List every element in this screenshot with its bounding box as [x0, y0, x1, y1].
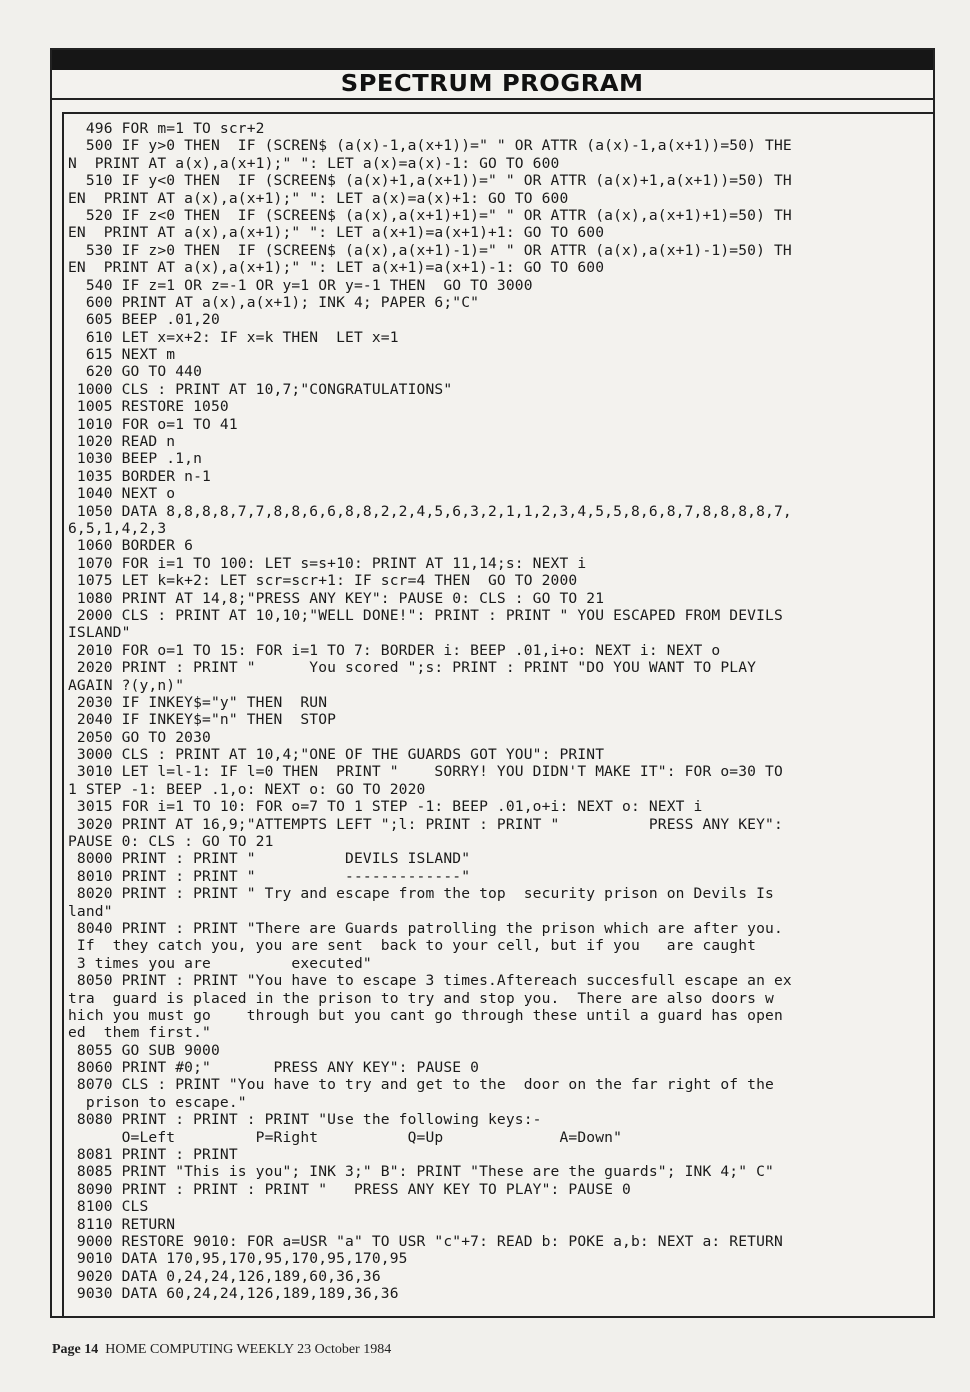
listing-line: 9020 DATA 0,24,24,126,189,60,36,36 — [68, 1267, 381, 1285]
listing-line: 1 STEP -1: BEEP .1,o: NEXT o: GO TO 2020 — [68, 780, 426, 798]
listing-line: 3000 CLS : PRINT AT 10,4;"ONE OF THE GUARDS GOT YOU": PRINT — [68, 746, 605, 764]
listing-line: 8085 PRINT "This is you"; INK 3;" B": PRINT "These are the guards"; INK 4;" C" — [68, 1163, 774, 1181]
listing-line: 8060 PRINT #0;" PRESS ANY KEY": PAUSE 0 — [68, 1059, 480, 1077]
listing-line: 9010 DATA 170,95,170,95,170,95,170,95 — [68, 1250, 408, 1268]
page-footer — [52, 1342, 391, 1358]
listing-line: 3 times you are executed" — [68, 954, 372, 972]
listing-box — [62, 112, 933, 1316]
listing-line: 1020 READ n — [68, 433, 176, 451]
listing-line: 1010 FOR o=1 TO 41 — [68, 415, 238, 433]
listing-line: land" — [68, 902, 113, 920]
listing-line: 1030 BEEP .1,n — [68, 450, 203, 468]
listing-line: 1000 CLS : PRINT AT 10,7;"CONGRATULATIONS" — [68, 380, 453, 398]
listing-line: 8010 PRINT : PRINT " -------------" — [68, 867, 471, 885]
listing-line: 2020 PRINT : PRINT " You scored ";s: PRINT : PRINT "DO YOU WANT TO PLAY — [68, 659, 757, 677]
listing-line: 600 PRINT AT a(x),a(x+1); INK 4; PAPER 6;"C" — [68, 293, 480, 311]
listing-line: 8081 PRINT : PRINT — [68, 1146, 238, 1164]
listing-line: 520 IF z<0 THEN IF (SCREEN$ (a(x),a(x+1)+1)=" " OR ATTR (a(x),a(x+1)+1)=50) TH — [68, 206, 792, 224]
section-title: SPECTRUM PROGRAM — [341, 71, 644, 97]
listing-line: 1050 DATA 8,8,8,8,7,7,8,8,6,6,8,8,2,2,4,5,6,3,2,1,1,2,3,4,5,5,8,6,8,7,8,8,8,8,7, — [68, 502, 792, 520]
listing-line: O=Left P=Right Q=Up A=Down" — [68, 1128, 623, 1146]
listing-line: 8040 PRINT : PRINT "There are Guards patrolling the prison which are after you. — [68, 919, 783, 937]
listing-line: 1080 PRINT AT 14,8;"PRESS ANY KEY": PAUSE 0: CLS : GO TO 21 — [68, 589, 605, 607]
listing-line: N PRINT AT a(x),a(x+1);" ": LET a(x)=a(x)-1: GO TO 600 — [68, 154, 560, 172]
listing-line: 496 FOR m=1 TO scr+2 — [68, 120, 265, 137]
listing-line: 8110 RETURN — [68, 1215, 176, 1233]
listing-line: 8020 PRINT : PRINT " Try and escape from the top security prison on Devils Is — [68, 885, 774, 903]
listing-line: 9000 RESTORE 9010: FOR a=USR "a" TO USR "c"+7: READ b: POKE a,b: NEXT a: RETURN — [68, 1233, 783, 1250]
listing-line: ISLAND" — [68, 624, 131, 642]
listing-line: 1070 FOR i=1 TO 100: LET s=s+10: PRINT AT 11,14;s: NEXT i — [68, 554, 587, 572]
listing-line: EN PRINT AT a(x),a(x+1);" ": LET a(x)=a(x)+1: GO TO 600 — [68, 189, 569, 207]
listing-line: EN PRINT AT a(x),a(x+1);" ": LET a(x+1)=a(x+1)+1: GO TO 600 — [68, 224, 605, 242]
listing-line: 1005 RESTORE 1050 — [68, 398, 229, 416]
listing-line: 610 LET x=x+2: IF x=k THEN LET x=1 — [68, 328, 399, 346]
listing-line: 3010 LET l=l-1: IF l=0 THEN PRINT " SORRY! YOU DIDN'T MAKE IT": FOR o=30 TO — [68, 763, 783, 781]
section-header — [52, 70, 933, 100]
listing-line: 2050 GO TO 2030 — [68, 728, 211, 746]
listing-line: 3020 PRINT AT 16,9;"ATTEMPTS LEFT ";l: PRINT : PRINT " PRESS ANY KEY": — [68, 815, 783, 833]
page-number: Page 14 — [52, 1342, 99, 1357]
listing-line: 1040 NEXT o — [68, 485, 176, 503]
listing-line: ed them first." — [68, 1024, 211, 1042]
header-black-bar — [52, 50, 933, 70]
listing-line: 620 GO TO 440 — [68, 363, 203, 381]
listing-line: 510 IF y<0 THEN IF (SCREEN$ (a(x)+1,a(x+1))=" " OR ATTR (a(x)+1,a(x+1))=50) TH — [68, 172, 792, 190]
listing-line: 8000 PRINT : PRINT " DEVILS ISLAND" — [68, 850, 471, 868]
listing-line: 8100 CLS — [68, 1198, 149, 1216]
listing-line: 2000 CLS : PRINT AT 10,10;"WELL DONE!": PRINT : PRINT " YOU ESCAPED FROM DEVILS — [68, 606, 783, 624]
listing-line: prison to escape." — [68, 1093, 247, 1111]
publication-line: HOME COMPUTING WEEKLY 23 October 1984 — [105, 1342, 392, 1357]
listing-line: tra guard is placed in the prison to try and stop you. There are also doors w — [68, 989, 774, 1007]
listing-line: EN PRINT AT a(x),a(x+1);" ": LET a(x+1)=a(x+1)-1: GO TO 600 — [68, 259, 605, 277]
listing-line: 2040 IF INKEY$="n" THEN STOP — [68, 711, 337, 729]
listing-line: 8090 PRINT : PRINT : PRINT " PRESS ANY KEY TO PLAY": PAUSE 0 — [68, 1180, 631, 1198]
listing-line: 615 NEXT m — [68, 346, 176, 364]
listing-line: 8050 PRINT : PRINT "You have to escape 3 times.Aftereach succesfull escape an ex — [68, 972, 792, 990]
listing-line: 3015 FOR i=1 TO 10: FOR o=7 TO 1 STEP -1: BEEP .01,o+i: NEXT o: NEXT i — [68, 798, 703, 816]
program-listing — [68, 120, 908, 1303]
listing-line: hich you must go through but you cant go through these until a guard has open — [68, 1006, 783, 1024]
listing-line: 2030 IF INKEY$="y" THEN RUN — [68, 693, 328, 711]
listing-line: AGAIN ?(y,n)" — [68, 676, 185, 694]
listing-line: 540 IF z=1 OR z=-1 OR y=1 OR y=-1 THEN GO TO 3000 — [68, 276, 533, 294]
page-frame — [50, 48, 935, 1318]
listing-line: 1075 LET k=k+2: LET scr=scr+1: IF scr=4 THEN GO TO 2000 — [68, 572, 578, 590]
listing-line: PAUSE 0: CLS : GO TO 21 — [68, 833, 274, 851]
listing-line: 1060 BORDER 6 — [68, 537, 194, 555]
listing-line: 8055 GO SUB 9000 — [68, 1041, 220, 1059]
listing-line: 1035 BORDER n-1 — [68, 467, 211, 485]
listing-line: 6,5,1,4,2,3 — [68, 519, 167, 537]
listing-line: 8070 CLS : PRINT "You have to try and get to the door on the far right of the — [68, 1076, 774, 1094]
listing-line: 2010 FOR o=1 TO 15: FOR i=1 TO 7: BORDER i: BEEP .01,i+o: NEXT i: NEXT o — [68, 641, 721, 659]
listing-line: If they catch you, you are sent back to your cell, but if you are caught — [68, 937, 757, 955]
listing-line: 605 BEEP .01,20 — [68, 311, 220, 329]
listing-line: 530 IF z>0 THEN IF (SCREEN$ (a(x),a(x+1)-1)=" " OR ATTR (a(x),a(x+1)-1)=50) TH — [68, 241, 792, 259]
listing-line: 8080 PRINT : PRINT : PRINT "Use the following keys:- — [68, 1111, 542, 1129]
listing-line: 500 IF y>0 THEN IF (SCREN$ (a(x)-1,a(x+1))=" " OR ATTR (a(x)-1,a(x+1))=50) THE — [68, 137, 792, 155]
listing-line: 9030 DATA 60,24,24,126,189,189,36,36 — [68, 1285, 399, 1303]
